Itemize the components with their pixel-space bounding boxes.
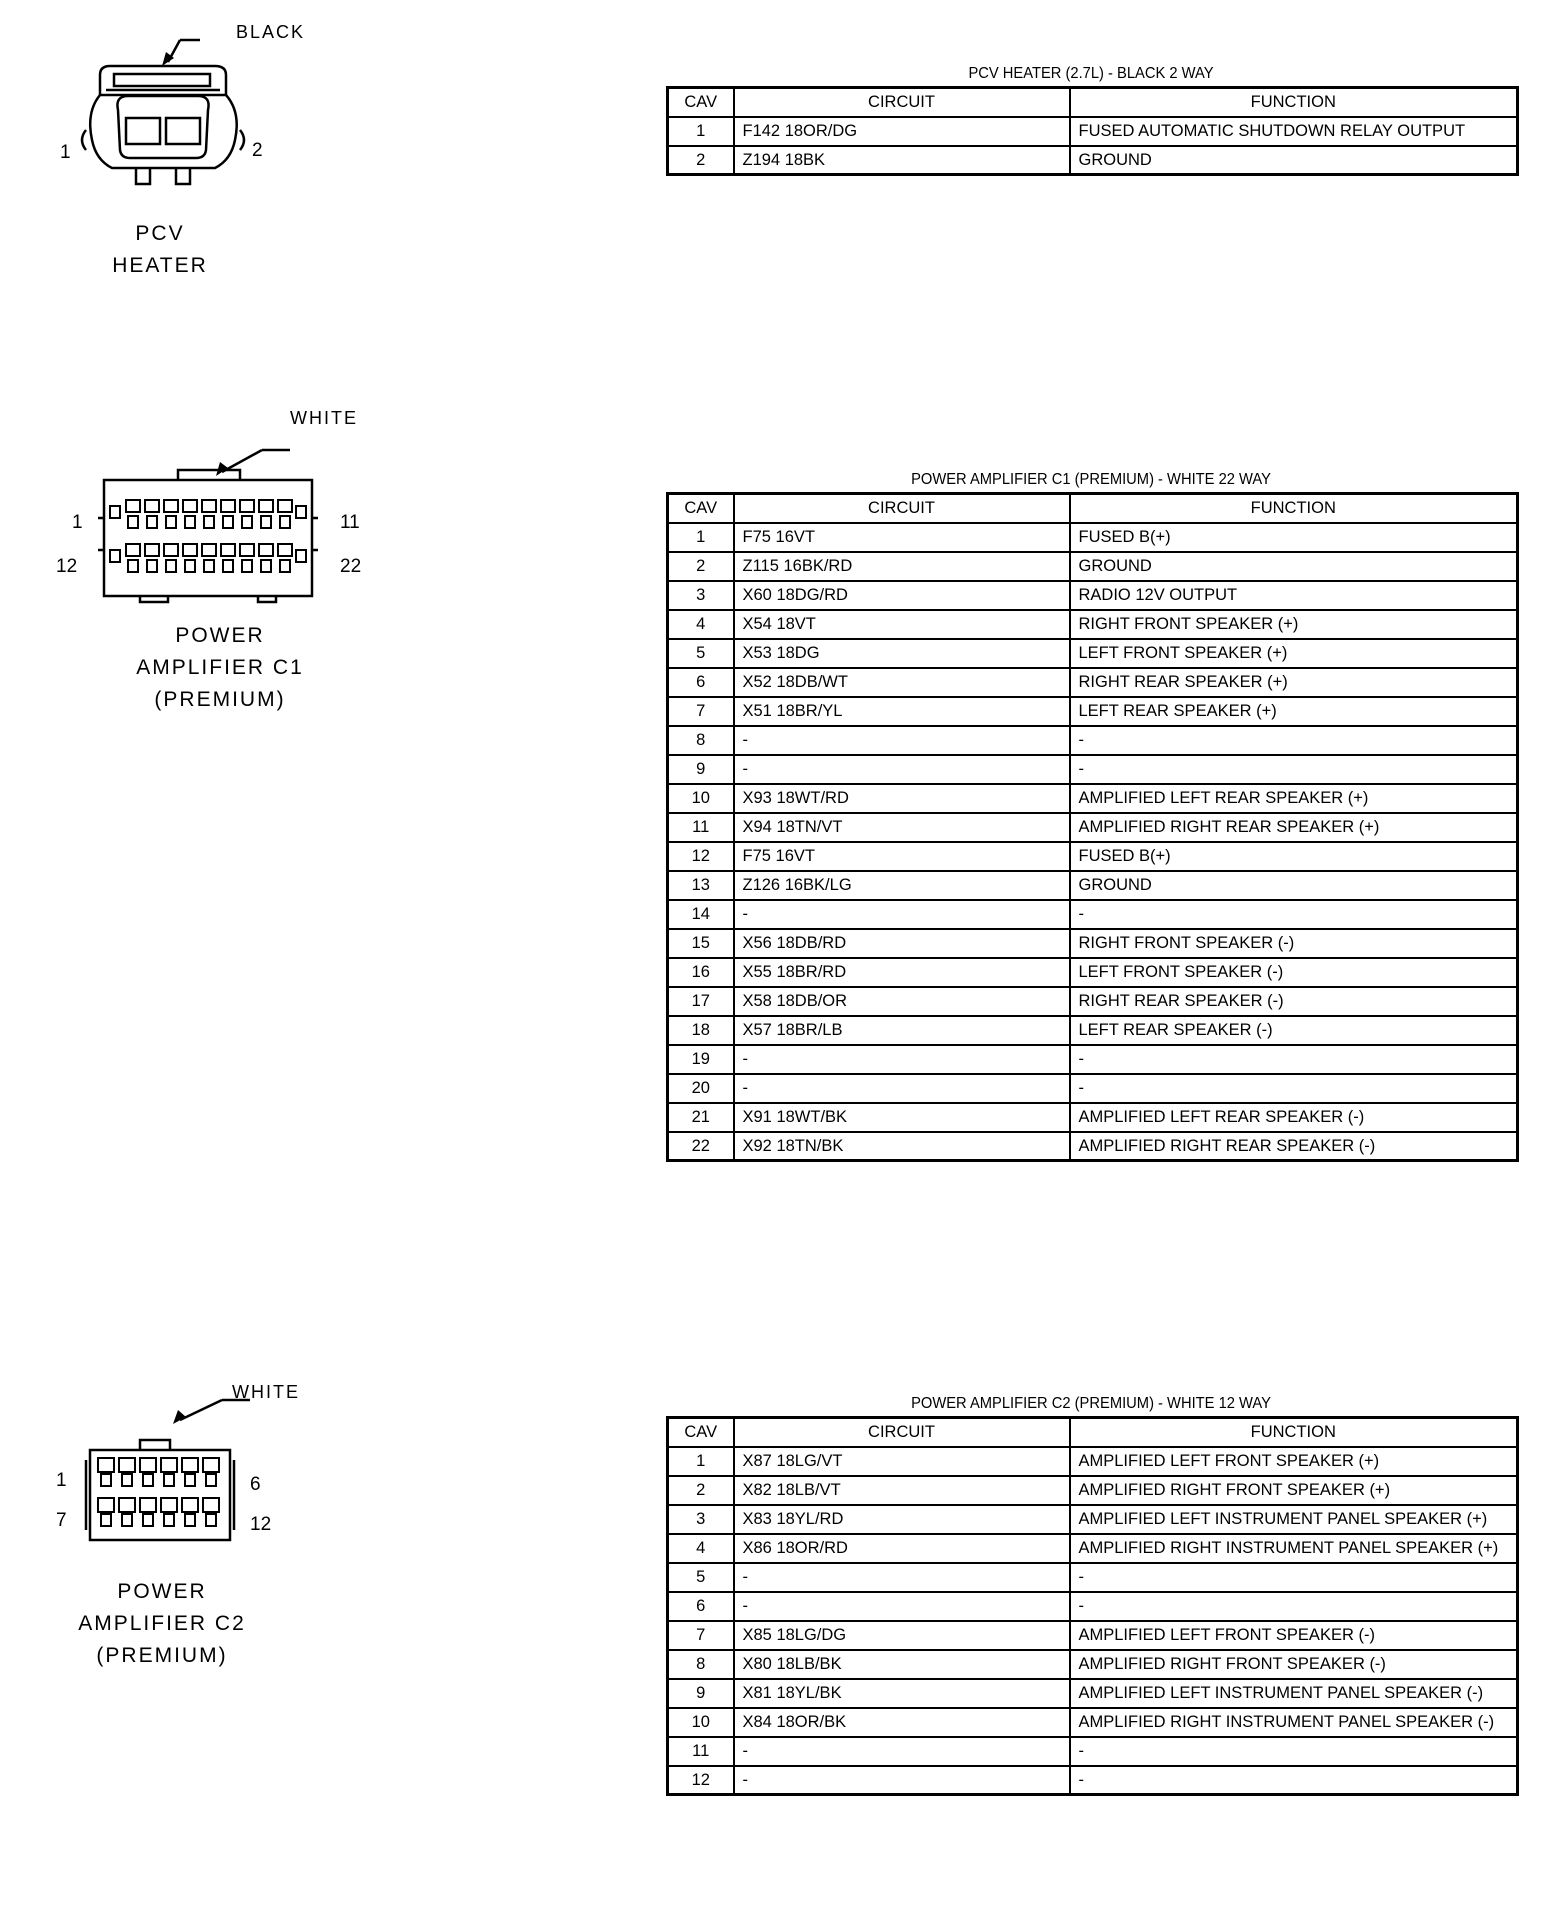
cav-cell: 1 xyxy=(668,117,734,146)
table-row xyxy=(668,726,1518,755)
function-cell: - xyxy=(1070,1074,1518,1103)
table-row xyxy=(668,581,1518,610)
circuit-cell: F142 18OR/DG xyxy=(734,117,1070,146)
cav-cell: 12 xyxy=(668,842,734,871)
cav-cell: 10 xyxy=(668,784,734,813)
connector-color-label: WHITE xyxy=(232,1382,300,1402)
function-cell: RIGHT FRONT SPEAKER (-) xyxy=(1070,929,1518,958)
table-row xyxy=(668,146,1518,175)
function-cell: AMPLIFIED RIGHT REAR SPEAKER (+) xyxy=(1070,813,1518,842)
function-cell: AMPLIFIED LEFT REAR SPEAKER (+) xyxy=(1070,784,1518,813)
header-circuit: CIRCUIT xyxy=(734,88,1070,117)
function-cell: - xyxy=(1070,1766,1518,1795)
function-cell: RADIO 12V OUTPUT xyxy=(1070,581,1518,610)
table-row xyxy=(668,610,1518,639)
circuit-cell: X53 18DG xyxy=(734,639,1070,668)
table-row xyxy=(668,784,1518,813)
function-cell: FUSED AUTOMATIC SHUTDOWN RELAY OUTPUT xyxy=(1070,117,1518,146)
circuit-cell: - xyxy=(734,900,1070,929)
table-row xyxy=(668,697,1518,726)
circuit-cell: - xyxy=(734,726,1070,755)
pin-label: 12 xyxy=(56,556,78,577)
circuit-cell: X81 18YL/BK xyxy=(734,1679,1070,1708)
connector-name-line: AMPLIFIER C2 xyxy=(78,1612,246,1635)
cav-cell: 8 xyxy=(668,726,734,755)
table-row xyxy=(668,1534,1518,1563)
table-header-row xyxy=(668,88,1518,117)
table-row xyxy=(668,1103,1518,1132)
circuit-cell: - xyxy=(734,1737,1070,1766)
function-cell: GROUND xyxy=(1070,552,1518,581)
pcv-heater-pinout-table-block xyxy=(666,62,1516,176)
function-cell: AMPLIFIED LEFT FRONT SPEAKER (+) xyxy=(1070,1447,1518,1476)
circuit-cell: X54 18VT xyxy=(734,610,1070,639)
function-cell: AMPLIFIED RIGHT FRONT SPEAKER (+) xyxy=(1070,1476,1518,1505)
table-row xyxy=(668,117,1518,146)
cav-cell: 11 xyxy=(668,813,734,842)
function-cell: - xyxy=(1070,755,1518,784)
header-cav: CAV xyxy=(668,88,734,117)
pinout-table xyxy=(666,86,1519,176)
function-cell: AMPLIFIED LEFT INSTRUMENT PANEL SPEAKER (-) xyxy=(1070,1679,1518,1708)
table-row xyxy=(668,1650,1518,1679)
cav-cell: 21 xyxy=(668,1103,734,1132)
table-row xyxy=(668,1016,1518,1045)
table-row xyxy=(668,1045,1518,1074)
table-row xyxy=(668,1592,1518,1621)
table-row xyxy=(668,1737,1518,1766)
table-row xyxy=(668,958,1518,987)
pin-label: 1 xyxy=(56,1470,67,1491)
table-row xyxy=(668,1621,1518,1650)
cav-cell: 15 xyxy=(668,929,734,958)
circuit-cell: X57 18BR/LB xyxy=(734,1016,1070,1045)
circuit-cell: X92 18TN/BK xyxy=(734,1132,1070,1161)
function-cell: - xyxy=(1070,726,1518,755)
table-row xyxy=(668,668,1518,697)
connector-name-line: POWER xyxy=(175,624,265,647)
cav-cell: 7 xyxy=(668,1621,734,1650)
power-amplifier-c1-connector xyxy=(0,408,400,740)
table-row xyxy=(668,929,1518,958)
function-cell: AMPLIFIED RIGHT REAR SPEAKER (-) xyxy=(1070,1132,1518,1161)
table-row xyxy=(668,552,1518,581)
function-cell: AMPLIFIED RIGHT FRONT SPEAKER (-) xyxy=(1070,1650,1518,1679)
circuit-cell: Z126 16BK/LG xyxy=(734,871,1070,900)
pin-label: 22 xyxy=(340,556,362,577)
function-cell: AMPLIFIED LEFT INSTRUMENT PANEL SPEAKER (+) xyxy=(1070,1505,1518,1534)
cav-cell: 13 xyxy=(668,871,734,900)
circuit-cell: - xyxy=(734,1766,1070,1795)
cav-cell: 4 xyxy=(668,610,734,639)
connector-color-label: BLACK xyxy=(236,22,306,42)
cav-cell: 18 xyxy=(668,1016,734,1045)
cav-cell: 4 xyxy=(668,1534,734,1563)
function-cell: LEFT FRONT SPEAKER (+) xyxy=(1070,639,1518,668)
cav-cell: 1 xyxy=(668,1447,734,1476)
function-cell: - xyxy=(1070,900,1518,929)
cav-cell: 9 xyxy=(668,755,734,784)
cav-cell: 19 xyxy=(668,1045,734,1074)
pinout-table xyxy=(666,1416,1519,1796)
table-row xyxy=(668,1132,1518,1161)
connector-name xyxy=(80,218,240,282)
cav-cell: 10 xyxy=(668,1708,734,1737)
cav-cell: 22 xyxy=(668,1132,734,1161)
circuit-cell: - xyxy=(734,1563,1070,1592)
table-header-row xyxy=(668,494,1518,523)
pin-label: 7 xyxy=(56,1510,67,1531)
pin-label: 12 xyxy=(250,1514,272,1535)
pinout-table xyxy=(666,492,1519,1162)
table-row xyxy=(668,987,1518,1016)
function-cell: AMPLIFIED RIGHT INSTRUMENT PANEL SPEAKER (-) xyxy=(1070,1708,1518,1737)
connector-color-label: WHITE xyxy=(290,408,358,428)
function-cell: - xyxy=(1070,1563,1518,1592)
connector-name-line: POWER xyxy=(117,1580,207,1603)
circuit-cell: X51 18BR/YL xyxy=(734,697,1070,726)
cav-cell: 14 xyxy=(668,900,734,929)
connector-name xyxy=(52,1576,272,1672)
header-cav: CAV xyxy=(668,494,734,523)
pcv-heater-connector xyxy=(0,0,400,300)
function-cell: LEFT FRONT SPEAKER (-) xyxy=(1070,958,1518,987)
function-cell: RIGHT REAR SPEAKER (+) xyxy=(1070,668,1518,697)
function-cell: FUSED B(+) xyxy=(1070,523,1518,552)
cav-cell: 2 xyxy=(668,146,734,175)
circuit-cell: F75 16VT xyxy=(734,523,1070,552)
header-function: FUNCTION xyxy=(1070,494,1518,523)
table-row xyxy=(668,842,1518,871)
circuit-cell: X82 18LB/VT xyxy=(734,1476,1070,1505)
table-row xyxy=(668,755,1518,784)
table-row xyxy=(668,1708,1518,1737)
function-cell: GROUND xyxy=(1070,146,1518,175)
connector-name-line: PCV xyxy=(135,222,185,245)
table-row xyxy=(668,639,1518,668)
table-title: POWER AMPLIFIER C2 (PREMIUM) - WHITE 12 WAY xyxy=(911,1395,1271,1412)
circuit-cell: X85 18LG/DG xyxy=(734,1621,1070,1650)
circuit-cell: X83 18YL/RD xyxy=(734,1505,1070,1534)
connector-name xyxy=(110,620,330,716)
table-row xyxy=(668,1679,1518,1708)
circuit-cell: - xyxy=(734,1592,1070,1621)
function-cell: - xyxy=(1070,1592,1518,1621)
cav-cell: 7 xyxy=(668,697,734,726)
cav-cell: 5 xyxy=(668,639,734,668)
circuit-cell: Z115 16BK/RD xyxy=(734,552,1070,581)
circuit-cell: X60 18DG/RD xyxy=(734,581,1070,610)
table-row xyxy=(668,1505,1518,1534)
circuit-cell: X86 18OR/RD xyxy=(734,1534,1070,1563)
circuit-cell: X84 18OR/BK xyxy=(734,1708,1070,1737)
cav-cell: 2 xyxy=(668,552,734,581)
header-circuit: CIRCUIT xyxy=(734,1418,1070,1447)
function-cell: RIGHT FRONT SPEAKER (+) xyxy=(1070,610,1518,639)
circuit-cell: X56 18DB/RD xyxy=(734,929,1070,958)
function-cell: RIGHT REAR SPEAKER (-) xyxy=(1070,987,1518,1016)
table-row xyxy=(668,1447,1518,1476)
circuit-cell: X94 18TN/VT xyxy=(734,813,1070,842)
table-row xyxy=(668,1476,1518,1505)
circuit-cell: X93 18WT/RD xyxy=(734,784,1070,813)
function-cell: LEFT REAR SPEAKER (+) xyxy=(1070,697,1518,726)
connector-name-line: (PREMIUM) xyxy=(96,1644,228,1667)
table-title: PCV HEATER (2.7L) - BLACK 2 WAY xyxy=(968,65,1214,82)
table-row xyxy=(668,1563,1518,1592)
header-function: FUNCTION xyxy=(1070,1418,1518,1447)
function-cell: - xyxy=(1070,1045,1518,1074)
cav-cell: 6 xyxy=(668,1592,734,1621)
table-row xyxy=(668,523,1518,552)
table-title: POWER AMPLIFIER C1 (PREMIUM) - WHITE 22 WAY xyxy=(911,471,1271,488)
circuit-cell: X52 18DB/WT xyxy=(734,668,1070,697)
table-row xyxy=(668,900,1518,929)
circuit-cell: X87 18LG/VT xyxy=(734,1447,1070,1476)
table-row xyxy=(668,871,1518,900)
pin-label: 1 xyxy=(60,142,71,163)
cav-cell: 16 xyxy=(668,958,734,987)
header-cav: CAV xyxy=(668,1418,734,1447)
amplifier-c2-pinout-table-block xyxy=(666,1392,1516,1796)
cav-cell: 1 xyxy=(668,523,734,552)
connector-name-line: (PREMIUM) xyxy=(154,688,286,711)
cav-cell: 12 xyxy=(668,1766,734,1795)
header-circuit: CIRCUIT xyxy=(734,494,1070,523)
cav-cell: 3 xyxy=(668,581,734,610)
cav-cell: 6 xyxy=(668,668,734,697)
circuit-cell: X80 18LB/BK xyxy=(734,1650,1070,1679)
circuit-cell: - xyxy=(734,1045,1070,1074)
cav-cell: 8 xyxy=(668,1650,734,1679)
function-cell: AMPLIFIED LEFT REAR SPEAKER (-) xyxy=(1070,1103,1518,1132)
function-cell: LEFT REAR SPEAKER (-) xyxy=(1070,1016,1518,1045)
function-cell: AMPLIFIED RIGHT INSTRUMENT PANEL SPEAKER (+) xyxy=(1070,1534,1518,1563)
function-cell: GROUND xyxy=(1070,871,1518,900)
connector-name-line: AMPLIFIER C1 xyxy=(136,656,304,679)
circuit-cell: X55 18BR/RD xyxy=(734,958,1070,987)
table-row xyxy=(668,1766,1518,1795)
function-cell: - xyxy=(1070,1737,1518,1766)
power-amplifier-c2-connector xyxy=(0,1382,400,1710)
cav-cell: 5 xyxy=(668,1563,734,1592)
cav-cell: 9 xyxy=(668,1679,734,1708)
pin-label: 6 xyxy=(250,1474,261,1495)
table-row xyxy=(668,1074,1518,1103)
function-cell: AMPLIFIED LEFT FRONT SPEAKER (-) xyxy=(1070,1621,1518,1650)
cav-cell: 17 xyxy=(668,987,734,1016)
header-function: FUNCTION xyxy=(1070,88,1518,117)
circuit-cell: X91 18WT/BK xyxy=(734,1103,1070,1132)
circuit-cell: X58 18DB/OR xyxy=(734,987,1070,1016)
function-cell: FUSED B(+) xyxy=(1070,842,1518,871)
table-row xyxy=(668,813,1518,842)
pin-label: 2 xyxy=(252,140,263,161)
cav-cell: 2 xyxy=(668,1476,734,1505)
pin-label: 11 xyxy=(340,512,360,533)
pin-label: 1 xyxy=(72,512,83,533)
circuit-cell: Z194 18BK xyxy=(734,146,1070,175)
cav-cell: 20 xyxy=(668,1074,734,1103)
cav-cell: 11 xyxy=(668,1737,734,1766)
circuit-cell: F75 16VT xyxy=(734,842,1070,871)
amplifier-c1-pinout-table-block xyxy=(666,468,1516,1162)
circuit-cell: - xyxy=(734,755,1070,784)
circuit-cell: - xyxy=(734,1074,1070,1103)
cav-cell: 3 xyxy=(668,1505,734,1534)
table-header-row xyxy=(668,1418,1518,1447)
connector-name-line: HEATER xyxy=(112,254,208,277)
